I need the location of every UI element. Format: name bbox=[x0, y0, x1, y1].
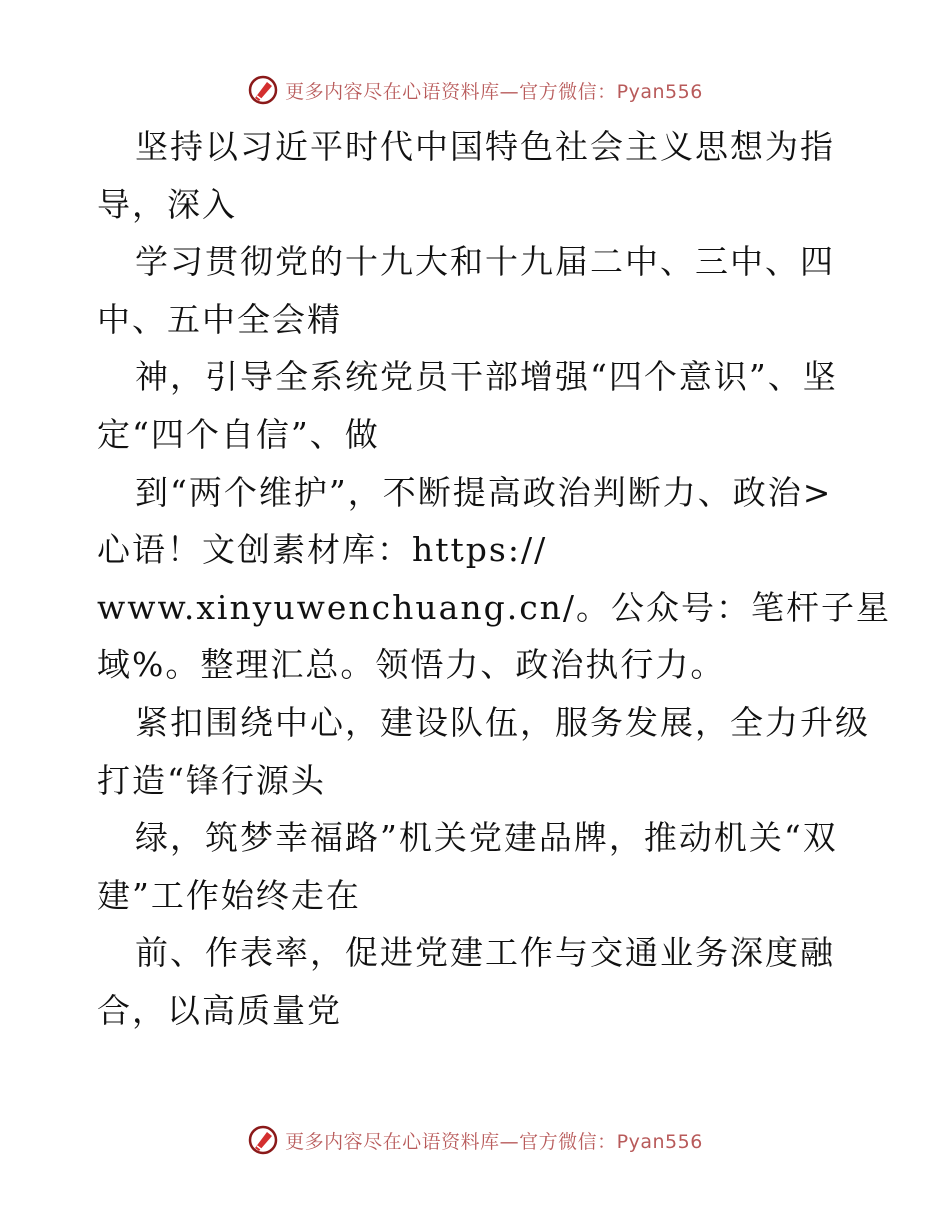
body-line: 紧扣围绕中心，建设队伍，服务发展，全力升级 bbox=[135, 702, 870, 742]
header-banner-text: 更多内容尽在心语资料库—官方微信：Pyan556 bbox=[285, 80, 703, 103]
pen-nib-logo-icon bbox=[247, 1124, 279, 1156]
body-line: 合，以高质量党 bbox=[97, 990, 342, 1030]
body-line: www.xinyuwenchuang.cn/。公众号：笔杆子星 bbox=[97, 587, 892, 627]
body-line: 绿，筑梦幸福路”机关党建品牌，推动机关“双 bbox=[135, 818, 838, 858]
footer-banner bbox=[0, 1120, 950, 1160]
body-line: 打造“锋行源头 bbox=[97, 760, 326, 800]
body-line: 前、作表率，促进党建工作与交通业务深度融 bbox=[135, 933, 835, 973]
body-line: 神，引导全系统党员干部增强“四个意识”、坚 bbox=[135, 357, 838, 397]
body-line: 导，深入 bbox=[97, 184, 237, 224]
body-line: 学习贯彻党的十九大和十九届二中、三中、四 bbox=[135, 242, 835, 282]
body-line: 域%。整理汇总。领悟力、政治执行力。 bbox=[97, 645, 726, 685]
body-line: 坚持以习近平时代中国特色社会主义思想为指 bbox=[135, 127, 835, 166]
pen-nib-logo-icon bbox=[247, 74, 279, 106]
header-banner bbox=[0, 70, 950, 110]
body-line: 心语！文创素材库：https:// bbox=[97, 530, 548, 570]
body-line: 定“四个自信”、做 bbox=[97, 414, 380, 454]
body-line: 中、五中全会精 bbox=[97, 299, 342, 339]
body-line: 到“两个维护”，不断提高政治判断力、政治> bbox=[135, 472, 833, 512]
body-line: 建”工作始终走在 bbox=[97, 875, 361, 915]
document-body bbox=[97, 118, 892, 1040]
footer-banner-text: 更多内容尽在心语资料库—官方微信：Pyan556 bbox=[285, 1130, 703, 1153]
